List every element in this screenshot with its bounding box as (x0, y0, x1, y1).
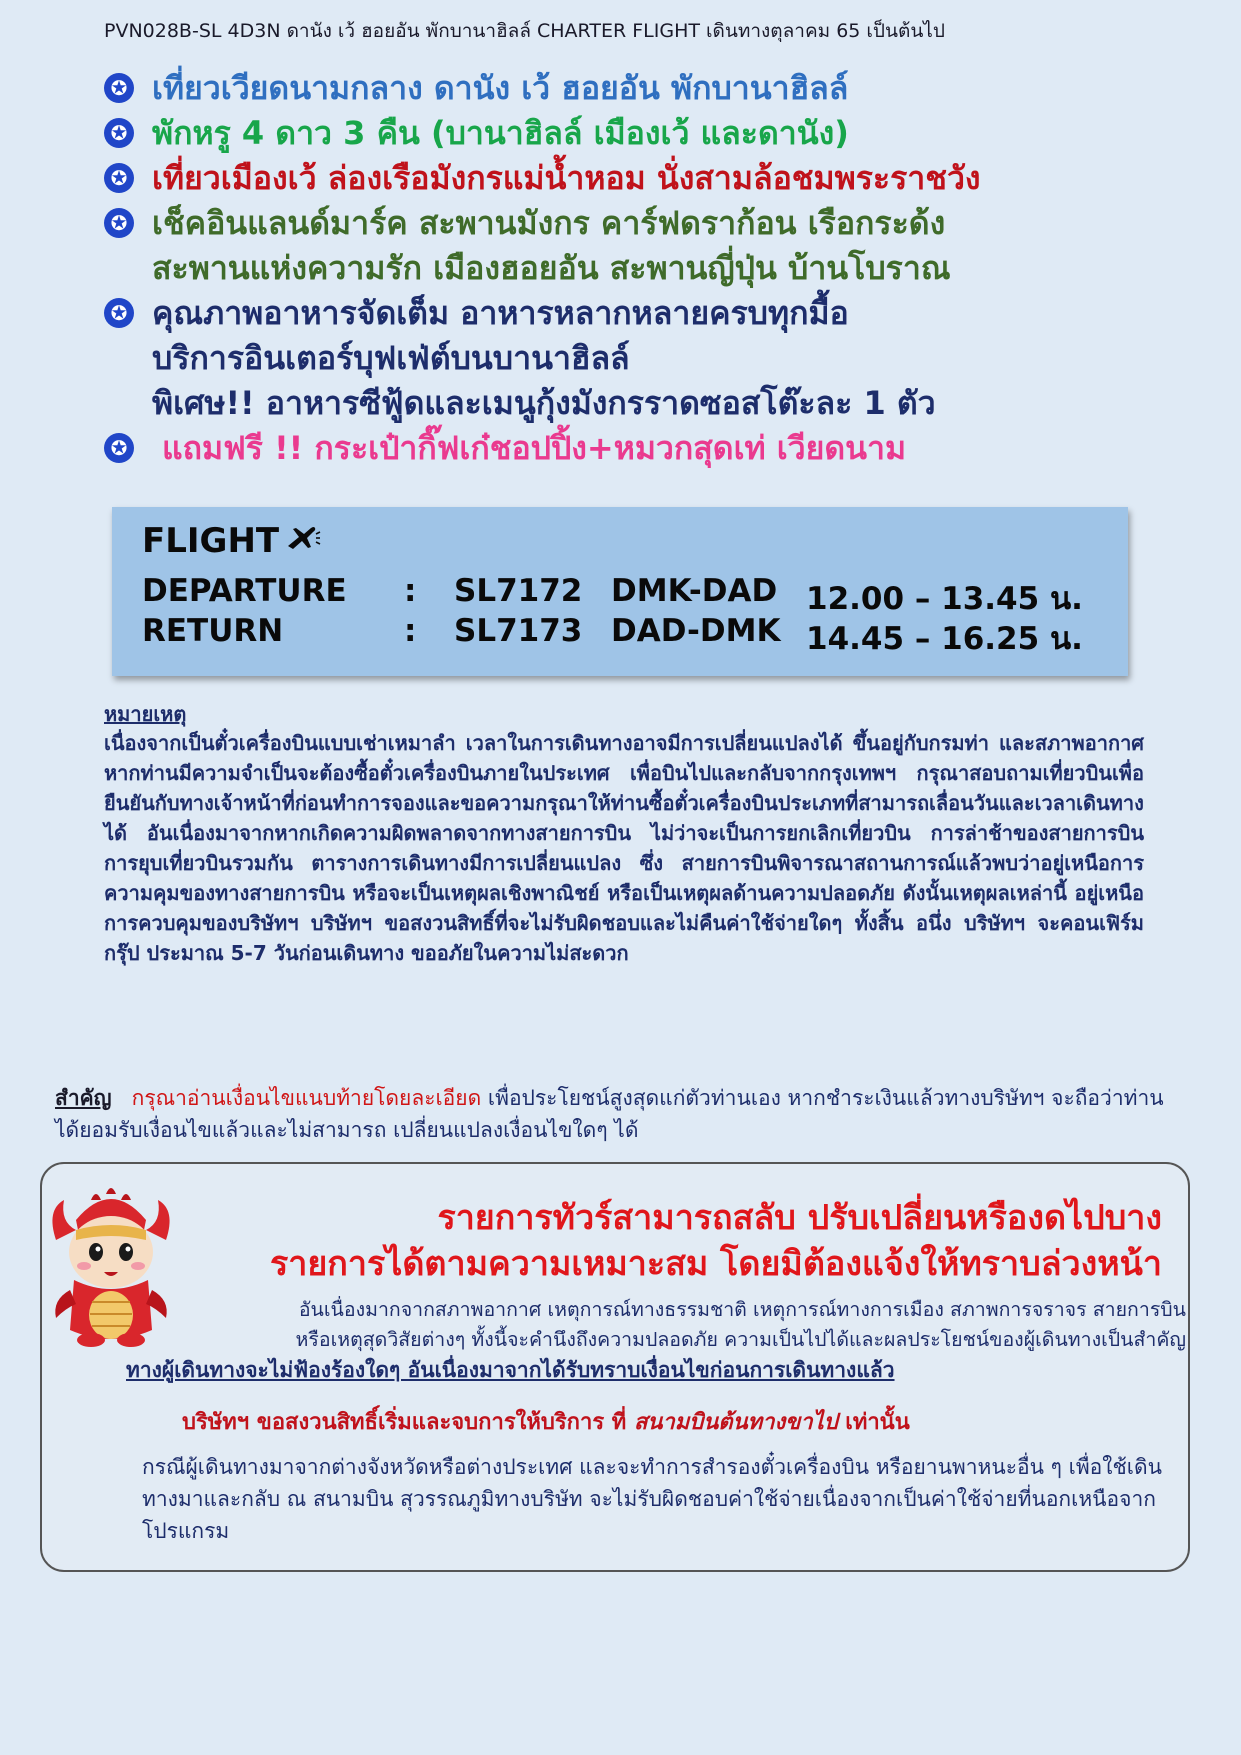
highlight-line: คุณภาพอาหารจัดเต็ม อาหารหลากหลายครบทุกมื้อ (152, 294, 849, 332)
notice-footer-text: กรณีผู้เดินทางมาจากต่างจังหวัดหรือต่างประเทศ และจะทำการสำรองตั๋วเครื่องบิน หรือยานพาหนะอื่น ๆ เพื่อใช้เดินทางมาและกลับ ณ สนามบิน สุวรรณภูมิทางบริษัท จะไม่รับผิดชอบค่าใช้จ่ายเนื่องจากเป็นค่าใช้จ่ายที่นอกเหนือจากโปรแกรม (142, 1455, 1162, 1543)
highlight-line: พักหรู 4 ดาว 3 คืน (บานาฮิลล์ เมืองเว้ และดานัง) (152, 114, 849, 152)
return-separator: : (404, 613, 417, 649)
highlight-line: สะพานแห่งความรัก เมืองฮอยอัน สะพานญี่ปุ่น บ้านโบราณ (152, 249, 951, 287)
notice-service-line (182, 1404, 910, 1439)
highlight-item (104, 201, 1234, 291)
notice-box (40, 1162, 1190, 1572)
flight-info-box (112, 507, 1128, 676)
notice-paragraph-2: หรือเหตุสุดวิสัยต่างๆ ทั้งนี้จะคำนึงถึงความปลอดภัย ความเป็นไปได้และผลประโยชน์ของผู้เดินทางเป็นสำคัญ (295, 1328, 1186, 1351)
highlight-item (104, 111, 1234, 156)
highlight-item (104, 66, 1234, 111)
highlight-item (104, 156, 1234, 201)
important-label: สำคัญ (55, 1086, 112, 1110)
star-icon: ✪ (104, 433, 134, 463)
return-time: 14.45 – 16.25 น. (806, 621, 1083, 657)
service-line-emphasis: สนามบินต้นทางขาไป (633, 1410, 838, 1435)
star-icon: ✪ (104, 298, 134, 328)
star-icon: ✪ (104, 163, 134, 193)
remark-body: เนื่องจากเป็นตั๋วเครื่องบินแบบเช่าเหมาลำ เวลาในการเดินทางอาจมีการเปลี่ยนแปลงได้ ขึ้นอยู่กับกรมท่า และสภาพอากาศ หากท่านมีความจำเป็นจะต้องซื้อตั๋วเครื่องบินภายในประเทศ เพื่อบินไปและกลับจากกรุงเทพฯ กรุณาสอบถามเที่ยวบินเพื่อยืนยันกับทางเจ้าหน้าที่ก่อนทำการจองและขอความกรุณาให้ท่านซื้อตั๋วเครื่องบินประเภทที่สามารถเลื่อนวันและเวลาเดินทางได้ อันเนื่องมาจากหากเกิดความผิดพลาดจากทางสายการบิน ไม่ว่าจะเป็นการยกเลิกเที่ยวบิน การล่าช้าของสายการบิน การยุบเที่ยวบินรวมกัน ตารางการเดินทางมีการเปลี่ยนแปลง ซึ่ง สายการบินพิจารณาสถานการณ์แล้วพบว่าอยู่เหนือการความคุมของทางสายการบิน หรือจะเป็นเหตุผลเชิงพาณิชย์ หรือเป็นเหตุผลด้านความปลอดภัย ดังนั้นเหตุผลเหล่านี้ อยู่เหนือการควบคุมของบริษัทฯ บริษัทฯ ขอสงวนสิทธิ์ที่จะไม่รับผิดชอบและไม่คืนค่าใช้จ่ายใดๆ ทั้งสิ้น อนึ่ง บริษัทฯ จะคอนเฟิร์มกรุ๊ป ประมาณ 5-7 วันก่อนเดินทาง ขออภัยในความไม่สะดวก (104, 731, 1144, 965)
return-label: RETURN (142, 613, 284, 649)
highlight-line: เช็คอินแลนด์มาร์ค สะพานมังกร คาร์ฟดราก้อน เรือกระด้ง (152, 204, 946, 242)
departure-separator: : (404, 573, 417, 609)
service-line-suffix: เท่านั้น (837, 1410, 910, 1435)
highlight-line: แถมฟรี !! กระเป๋ากิ๊ฟเก๋ชอปปิ้ง+หมวกสุดเท่ เวียดนาม (162, 429, 907, 467)
highlight-line: บริการอินเตอร์บุฟเฟ่ต์บนบานาฮิลล์ (152, 339, 630, 377)
return-route: DAD-DMK (611, 613, 781, 649)
notice-footer (64, 1451, 1164, 1547)
dragon-mascot-image (46, 1180, 176, 1350)
return-flight-no: SL7173 (454, 613, 583, 649)
highlight-line: เที่ยวเวียดนามกลาง ดานัง เว้ ฮอยอัน พักบานาฮิลล์ (152, 69, 849, 107)
star-icon: ✪ (104, 208, 134, 238)
service-line-prefix: บริษัทฯ ขอสงวนสิทธิ์เริ่มและจบการให้บริการ ที่ (182, 1410, 634, 1435)
highlight-item (104, 426, 1234, 471)
highlight-line: เที่ยวเมืองเว้ ล่องเรือมังกรแม่น้ำหอม นั่งสามล้อชมพระราชวัง (152, 159, 981, 197)
notice-underline-text: ทางผู้เดินทางจะไม่ฟ้องร้องใดๆ อันเนื่องมาจากได้รับทราบเงื่อนไขก่อนการเดินทางแล้ว (126, 1358, 895, 1382)
star-icon: ✪ (104, 118, 134, 148)
remark-title: หมายเหตุ (104, 702, 187, 726)
highlight-item (104, 291, 1234, 426)
document-header: PVN028B-SL 4D3N ดานัง เว้ ฮอยอัน พักบานาฮิลล์ CHARTER FLIGHT เดินทางตุลาคม 65 เป็นต้นไป (104, 20, 945, 42)
tour-highlights (104, 66, 1234, 471)
airplane-icon (285, 521, 321, 561)
highlight-line: พิเศษ!! อาหารซีฟู้ดและเมนูกุ้งมังกรราดซอสโต๊ะละ 1 ตัว (152, 384, 936, 422)
departure-flight-no: SL7172 (454, 573, 583, 609)
notice-paragraph-1: อันเนื่องมากจากสภาพอากาศ เหตุการณ์ทางธรรมชาติ เหตุการณ์ทางการเมือง สภาพการจราจร สายการบิน (298, 1298, 1186, 1321)
important-red-text: กรุณาอ่านเงื่อนไขแนบท้ายโดยละเอียด (131, 1086, 482, 1110)
important-text: เพื่อประโยชน์สูงสุดแก่ตัวท่านเอง หากชำระเงินแล้วทางบริษัทฯ จะถือว่าท่านได้ยอมรับเงื่อนไขแล้วและไม่สามารถ เปลี่ยนแปลงเงื่อนไขใดๆ ได้ (55, 1086, 1164, 1142)
departure-label: DEPARTURE (142, 573, 347, 609)
notice-heading-2: รายการได้ตามความเหมาะสม โดยมิต้องแจ้งให้ทราบล่วงหน้า (270, 1244, 1162, 1284)
flight-title: FLIGHT (142, 521, 280, 561)
departure-route: DMK-DAD (611, 573, 778, 609)
departure-time: 12.00 – 13.45 น. (806, 581, 1083, 617)
notice-heading-1: รายการทัวร์สามารถสลับ ปรับเปลี่ยนหรืองดไปบาง (437, 1198, 1162, 1238)
star-icon: ✪ (104, 73, 134, 103)
important-note (55, 1082, 1165, 1146)
remark-section (104, 700, 1144, 968)
